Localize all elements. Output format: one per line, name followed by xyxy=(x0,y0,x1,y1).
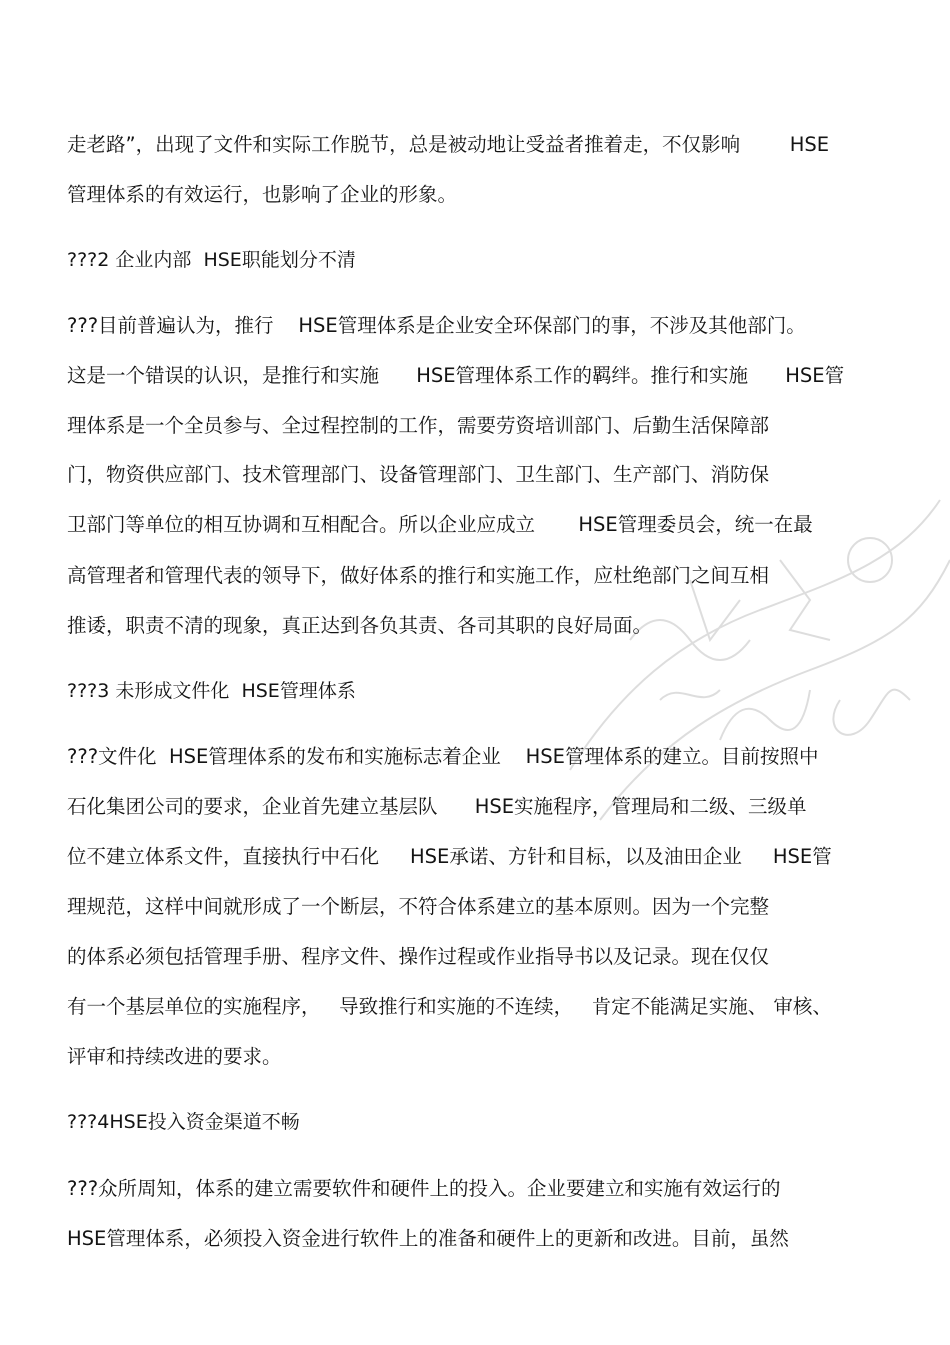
text-line-21: HSE管理体系，必须投入资金进行软件上的准备和硬件上的更新和改进。目前，虽然 xyxy=(67,1227,789,1250)
text-line-12: ???文件化 HSE管理体系的发布和实施标志着企业 HSE管理体系的建立。目前按照中 xyxy=(67,745,819,768)
text-line-13: 石化集团公司的要求，企业首先建立基层队 HSE实施程序，管理局和二级、三级单 xyxy=(67,795,807,818)
text-line-15: 理规范，这样中间就形成了一个断层，不符合体系建立的基本原则。因为一个完整 xyxy=(67,895,770,918)
text-line-4: ???目前普遍认为，推行 HSE管理体系是企业安全环保部门的事，不涉及其他部门。 xyxy=(67,314,806,337)
text-line-9: 高管理者和管理代表的领导下，做好体系的推行和实施工作，应杜绝部门之间互相 xyxy=(67,564,770,587)
text-line-7: 门，物资供应部门、技术管理部门、设备管理部门、卫生部门、生产部门、消防保 xyxy=(67,463,770,486)
text-line-14: 位不建立体系文件，直接执行中石化 HSE承诺、方针和目标，以及油田企业 HSE管 xyxy=(67,845,832,868)
text-line-17: 有一个基层单位的实施程序， 导致推行和实施的不连续， 肯定不能满足实施、 审核、 xyxy=(67,995,832,1018)
section-heading-3: ???3 未形成文件化 HSE管理体系 xyxy=(67,680,356,702)
text-line-20: ???众所周知，体系的建立需要软件和硬件上的投入。企业要建立和实施有效运行的 xyxy=(67,1177,781,1200)
text-line-10: 推诿，职责不清的现象，真正达到各负其责、各司其职的良好局面。 xyxy=(67,614,653,637)
text-line-16: 的体系必须包括管理手册、程序文件、操作过程或作业指导书以及记录。现在仅仅 xyxy=(67,945,770,968)
text-line-1: 走老路”，出现了文件和实际工作脱节，总是被动地让受益者推着走，不仅影响 HSE xyxy=(67,133,830,156)
text-line-5: 这是一个错误的认识，是推行和实施 HSE管理体系工作的羁绊。推行和实施 HSE管 xyxy=(67,364,845,387)
text-line-8: 卫部门等单位的相互协调和互相配合。所以企业应成立 HSE管理委员会，统一在最 xyxy=(67,513,813,536)
section-heading-2: ???2 企业内部 HSE职能划分不清 xyxy=(67,249,356,271)
text-line-18: 评审和持续改进的要求。 xyxy=(67,1045,282,1068)
text-line-6: 理体系是一个全员参与、全过程控制的工作，需要劳资培训部门、后勤生活保障部 xyxy=(67,414,770,437)
section-heading-4: ???4HSE投入资金渠道不畅 xyxy=(67,1111,300,1133)
text-line-2: 管理体系的有效运行，也影响了企业的形象。 xyxy=(67,183,458,206)
